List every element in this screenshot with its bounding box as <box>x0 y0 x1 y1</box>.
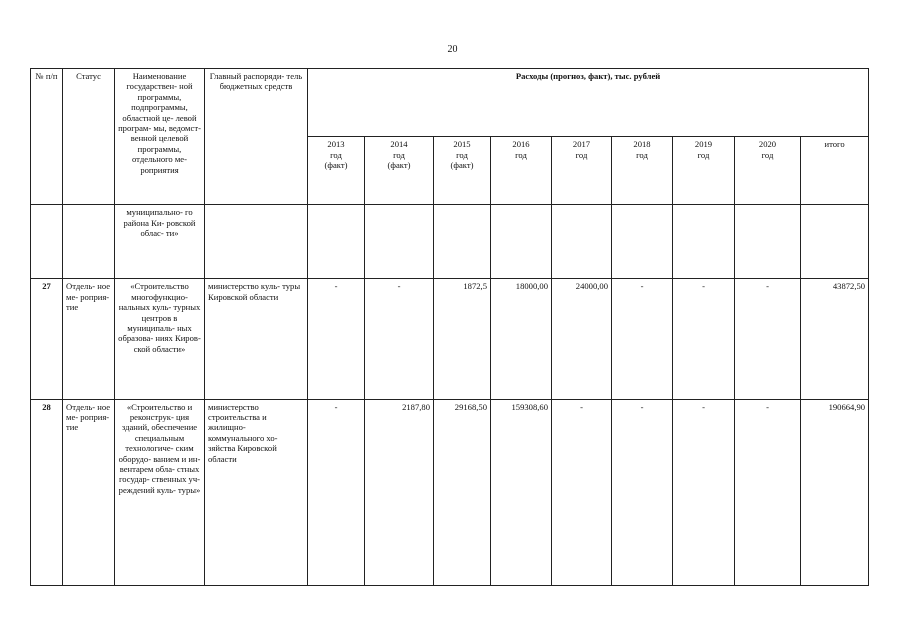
row-value: 18000,00 <box>491 279 552 399</box>
row-admin: министерство строительства и жилищно- коммунального хо- зяйства Кировской области <box>205 399 308 585</box>
header-total: итого <box>801 137 869 205</box>
row-value: 24000,00 <box>552 279 612 399</box>
row-value: 29168,50 <box>434 399 491 585</box>
row-value: - <box>735 399 801 585</box>
header-year-2015: 2015 год (факт) <box>434 137 491 205</box>
row-value <box>365 205 434 279</box>
row-status <box>63 205 115 279</box>
row-admin: министерство куль- туры Кировской области <box>205 279 308 399</box>
row-total <box>801 205 869 279</box>
row-value: - <box>612 399 673 585</box>
row-value: - <box>308 279 365 399</box>
row-value: 1872,5 <box>434 279 491 399</box>
row-status: Отдель- ное ме- роприя- тие <box>63 399 115 585</box>
row-name: «Строительство многофункцио- нальных куль- турных центров в муниципаль- ных образова- ниях Киров- ской области» <box>115 279 205 399</box>
row-value <box>735 205 801 279</box>
row-no: 27 <box>31 279 63 399</box>
row-value: - <box>612 279 673 399</box>
header-year-2018: 2018 год <box>612 137 673 205</box>
header-expenses: Расходы (прогноз, факт), тыс. рублей <box>308 69 869 137</box>
header-no: № п/п <box>31 69 63 205</box>
table-row <box>31 279 869 399</box>
row-value: - <box>673 279 735 399</box>
table-row <box>31 399 869 585</box>
header-year-2014: 2014 год (факт) <box>365 137 434 205</box>
header-name: Наименование государствен- ной программы, подпрограммы, областной це- левой програм- мы, ведомст- венной целевой программы, отдельного ме- роприятия <box>115 69 205 205</box>
header-year-2016: 2016 год <box>491 137 552 205</box>
header-year-2020: 2020 год <box>735 137 801 205</box>
row-name: муниципально- го района Ки- ровской облас- ти» <box>115 205 205 279</box>
row-no <box>31 205 63 279</box>
header-admin: Главный распоряди- тель бюджетных средств <box>205 69 308 205</box>
row-no: 28 <box>31 399 63 585</box>
row-admin <box>205 205 308 279</box>
row-total: 43872,50 <box>801 279 869 399</box>
page-number: 20 <box>447 44 458 55</box>
row-value <box>434 205 491 279</box>
row-value: - <box>673 399 735 585</box>
row-value <box>308 205 365 279</box>
row-value: - <box>552 399 612 585</box>
row-value: 2187,80 <box>365 399 434 585</box>
row-value <box>612 205 673 279</box>
table-row <box>31 205 869 279</box>
row-value: - <box>308 399 365 585</box>
row-total: 190664,90 <box>801 399 869 585</box>
row-value: - <box>735 279 801 399</box>
header-row-1 <box>31 69 869 137</box>
row-status: Отдель- ное ме- роприя- тие <box>63 279 115 399</box>
row-value <box>673 205 735 279</box>
header-year-2017: 2017 год <box>552 137 612 205</box>
expenses-table <box>30 68 869 586</box>
row-value: 159308,60 <box>491 399 552 585</box>
row-value: - <box>365 279 434 399</box>
row-name: «Строительство и реконструк- ция зданий, обеспечение специальным технологиче- ским оборудо- ванием и ин- вентарем обла- стных государ- ственных уч- реждений куль- туры» <box>115 399 205 585</box>
header-status: Статус <box>63 69 115 205</box>
row-value <box>491 205 552 279</box>
header-year-2013: 2013 год (факт) <box>308 137 365 205</box>
row-value <box>552 205 612 279</box>
header-year-2019: 2019 год <box>673 137 735 205</box>
